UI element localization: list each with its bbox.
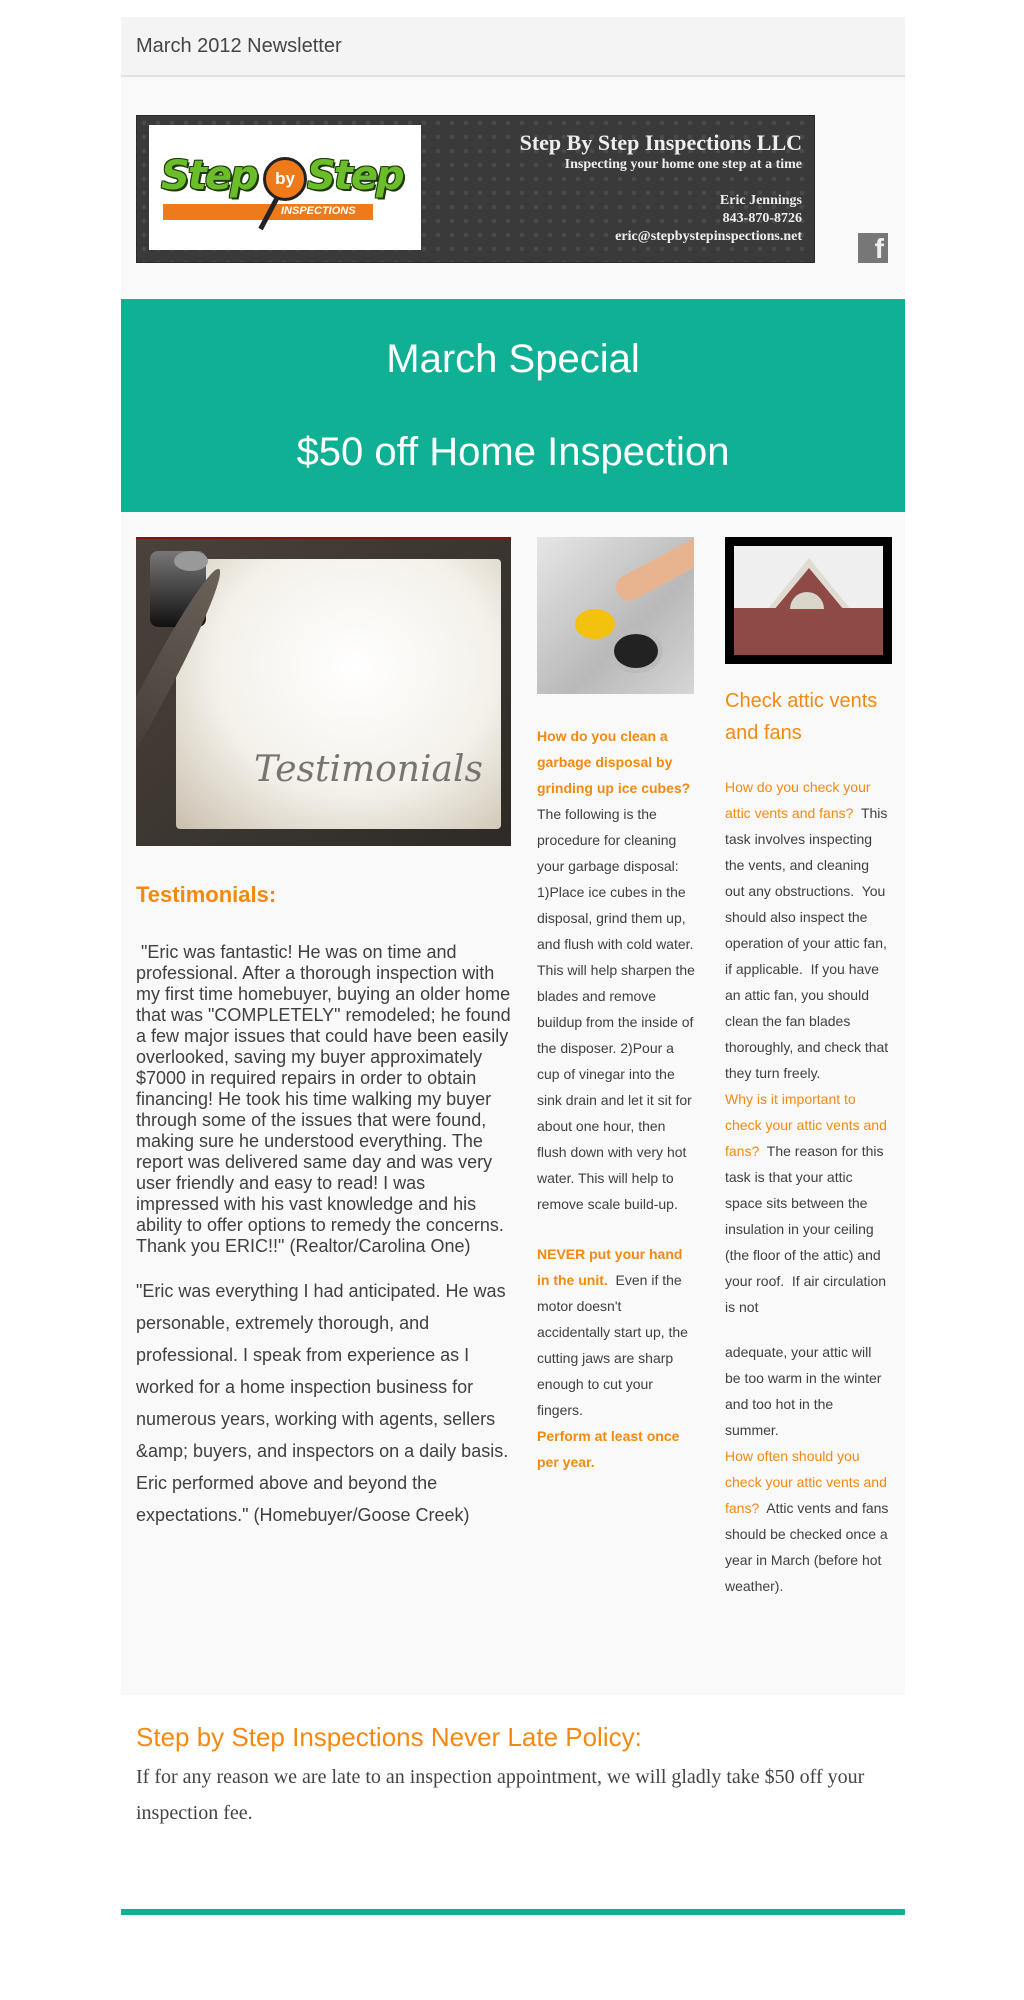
contact-phone: 843-870-8726 bbox=[722, 211, 802, 226]
attic-answer: The reason for this task is that your attic space sits between the insulation in your ceiling (the floor of the attic) and your roof. If air circulation is not bbox=[725, 1143, 890, 1315]
disposal-warning bbox=[537, 1241, 697, 1423]
facebook-glyph: f bbox=[874, 233, 884, 263]
testimonials-heading: Testimonials: bbox=[136, 882, 277, 907]
logo-word-step: Step bbox=[161, 153, 257, 199]
testimonials-image bbox=[136, 537, 511, 846]
special-offer: $50 off Home Inspection bbox=[296, 430, 730, 474]
disposal-body: The following is the procedure for cleaning your garbage disposal: 1)Place ice cubes in the disposal, grind them up, and flush with cold water. This will help sharpen the blades and remove buildup from the inside of the disposer. 2)Pour a cup of vinegar into the sink drain and let it sit for about one hour, then flush down with very hot water. This will help to remove scale build-up. bbox=[537, 806, 695, 1212]
attic-vent-image bbox=[725, 537, 892, 664]
testimonial-quote: "Eric was everything I had anticipated. He was personable, extremely thorough, and professional. I speak from experience as I worked for a home inspection business for numerous years, working with agents, sellers &amp; buyers, and inspectors on a daily basis. Eric performed above and beyond the expectations." (Homebuyer/Goose Creek) bbox=[136, 1281, 509, 1525]
disposal-column bbox=[537, 537, 697, 1475]
logo-word-step-2: Step bbox=[307, 153, 403, 199]
attic-answer-continued: adequate, your attic will be too warm in the winter and too hot in the summer. bbox=[725, 1344, 882, 1438]
banner-area bbox=[121, 77, 905, 299]
attic-column bbox=[725, 537, 893, 1599]
banner-text bbox=[520, 130, 802, 246]
newsletter-title: March 2012 Newsletter bbox=[136, 34, 342, 57]
attic-qa-3 bbox=[725, 1443, 893, 1599]
newsletter bbox=[121, 17, 905, 1824]
company-logo bbox=[149, 125, 421, 250]
disposal-frequency: Perform at least once per year. bbox=[537, 1428, 680, 1470]
contact-email: eric@stepbystepinspections.net bbox=[615, 229, 802, 244]
disposal-question: How do you clean a garbage disposal by grinding up ice cubes? bbox=[537, 728, 691, 796]
attic-answer: This task involves inspecting the vents, and cleaning out any obstructions. You should also inspect the operation of your attic fan, if applicable. If you have an attic fan, you should clean the fan blades thoroughly, and check that they turn freely. bbox=[725, 805, 893, 1081]
facebook-icon[interactable] bbox=[858, 233, 888, 263]
logo-word-by: by bbox=[275, 169, 295, 188]
disposal-warning-bold: NEVER put your hand in the unit. bbox=[537, 1246, 683, 1288]
testimonials-column bbox=[136, 537, 529, 1531]
logo-subtitle: INSPECTIONS bbox=[281, 205, 356, 217]
garbage-disposal-image bbox=[537, 537, 694, 694]
attic-answer: Attic vents and fans should be checked once a year in March (before hot weather). bbox=[725, 1500, 893, 1594]
policy-body: If for any reason we are late to an inspection appointment, we will gladly take $50 off your inspection fee. bbox=[136, 1766, 865, 1824]
late-policy-section bbox=[136, 1721, 896, 1831]
content-columns bbox=[121, 512, 905, 1824]
company-name: Step By Step Inspections LLC bbox=[519, 130, 802, 155]
company-banner bbox=[136, 115, 815, 263]
attic-question: How do you check your attic vents and fans? bbox=[725, 779, 871, 821]
testimonials-image-caption: Testimonials bbox=[254, 749, 483, 790]
attic-question: How often should you check your attic vents and fans? bbox=[725, 1448, 887, 1516]
magnifier-icon bbox=[263, 157, 307, 201]
footer-divider bbox=[121, 1909, 905, 1915]
march-special-banner bbox=[121, 299, 905, 512]
company-tagline: Inspecting your home one step at a time bbox=[564, 157, 802, 172]
newsletter-header bbox=[121, 17, 905, 77]
policy-heading: Step by Step Inspections Never Late Policy: bbox=[136, 1722, 642, 1752]
special-title: March Special bbox=[386, 337, 640, 381]
contact-name: Eric Jennings bbox=[719, 193, 802, 208]
attic-qa-1 bbox=[725, 774, 893, 1086]
attic-qa-2 bbox=[725, 1086, 890, 1320]
disposal-warning-text: Even if the motor doesn't accidentally start up, the cutting jaws are sharp enough to cut your fingers. bbox=[537, 1272, 692, 1418]
testimonial-quote: "Eric was fantastic! He was on time and professional. After a thorough inspection with my first time homebuyer, buying an older home that was "COMPLETELY" remodeled; he found a few major issues that could have been easily overlooked, saving my buyer approximately $7000 in required repairs in order to obtain financing! He took his time walking my buyer through some of the issues that were found, making sure he understood everything. The report was delivered same day and was very user friendly and easy to read! I was impressed with his vast knowledge and his ability to offer options to remedy the concerns. Thank you ERIC!!" (Realtor/Carolina One) bbox=[136, 942, 529, 1256]
attic-question: Why is it important to check your attic vents and fans? bbox=[725, 1091, 887, 1159]
attic-heading: Check attic vents and fans bbox=[725, 690, 878, 744]
